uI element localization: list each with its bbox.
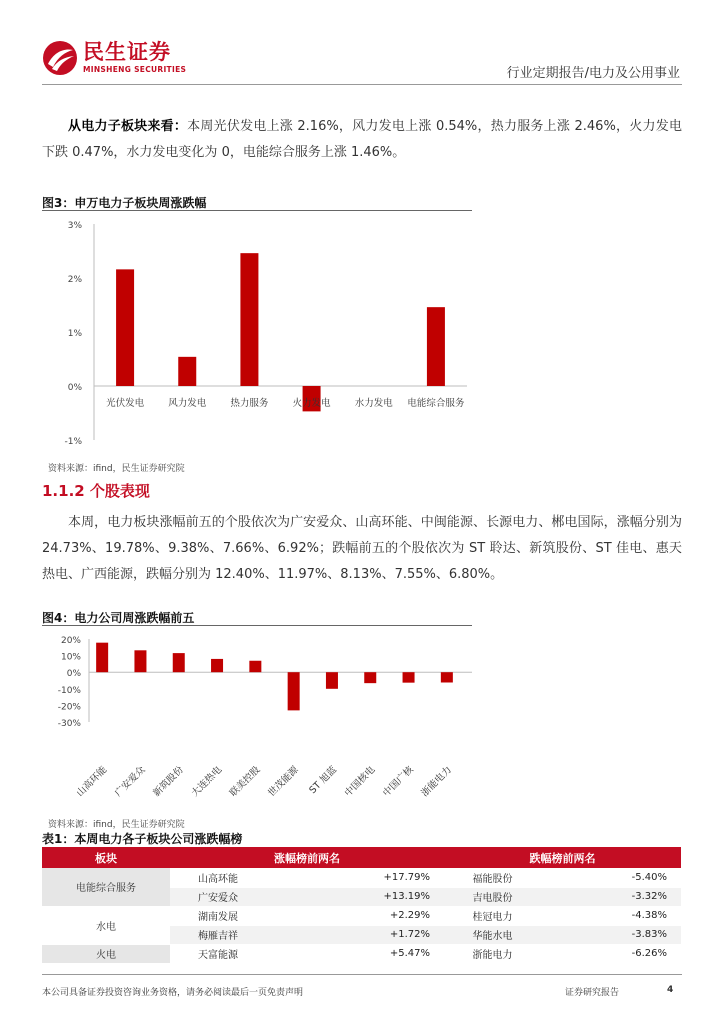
col-header-gainers: 涨幅榜前两名 bbox=[170, 847, 444, 868]
bar bbox=[96, 643, 108, 673]
x-tick-label: 水力发电 bbox=[354, 398, 393, 409]
section-paragraph: 本周，电力板块涨幅前五的个股依次为广安爱众、山高环能、中闽能源、长源电力、郴电国际，涨幅分别为 24.73%、19.78%、9.38%、7.66%、6.92%；跌幅前五的个股依次为 ST 聆达、新筑股份、ST 佳电、惠天热电、广西能源，跌幅分别为 12.40%、11.97%、8.13%、7.55%、6.80%。 bbox=[42, 515, 682, 582]
bar bbox=[178, 357, 196, 386]
bar bbox=[116, 269, 134, 386]
brand-name-cn: 民生证券 bbox=[83, 40, 171, 64]
x-tick-label: 中国核电 bbox=[342, 764, 378, 800]
gainer-name: 梅雁吉祥 bbox=[170, 925, 266, 944]
report-type: 行业定期报告/电力及公用事业 bbox=[506, 66, 680, 81]
y-tick-label: -1% bbox=[64, 437, 82, 447]
gainer-name: 湖南发展 bbox=[170, 906, 266, 925]
bar bbox=[326, 672, 338, 689]
intro-text: 本周光伏发电上涨 2.16%，风力发电上涨 0.54%，热力服务上涨 2.46%，火力发电下跌 0.47%，水力发电变化为 0，电能综合服务上涨 1.46%。 bbox=[42, 119, 682, 160]
bar bbox=[427, 307, 445, 386]
y-tick-label: 1% bbox=[67, 329, 82, 339]
minsheng-logo-icon bbox=[42, 40, 78, 76]
loser-name: 吉电股份 bbox=[444, 887, 541, 906]
brand-name-en: MINSHENG SECURITIES bbox=[83, 65, 187, 74]
x-tick-label: 联美控股 bbox=[227, 764, 263, 800]
bar bbox=[288, 672, 300, 710]
x-tick-label: 风力发电 bbox=[168, 398, 207, 409]
y-tick-label: 20% bbox=[60, 636, 81, 646]
gainer-change: +5.47% bbox=[266, 944, 444, 963]
page-number: 4 bbox=[667, 985, 674, 995]
gainer-change: +13.19% bbox=[266, 887, 444, 906]
y-tick-label: -30% bbox=[57, 719, 81, 729]
table-row bbox=[42, 868, 681, 887]
bar bbox=[249, 661, 261, 672]
y-tick-label: 10% bbox=[60, 652, 81, 663]
x-tick-label: 热力服务 bbox=[230, 398, 269, 409]
loser-change: -6.26% bbox=[541, 944, 681, 963]
sector-cell: 电能综合服务 bbox=[42, 868, 170, 906]
y-tick-label: -20% bbox=[57, 702, 81, 713]
gainer-name: 广安爱众 bbox=[170, 887, 266, 906]
loser-change: -4.38% bbox=[541, 906, 681, 925]
x-tick-label: ST 旭蓝 bbox=[307, 764, 340, 797]
table1-title: 表1：本周电力各子板块公司涨跌幅榜 bbox=[42, 832, 243, 846]
figure3-source: 资料来源：ifind，民生证券研究院 bbox=[48, 464, 185, 474]
loser-change: -5.40% bbox=[541, 868, 681, 887]
y-tick-label: 3% bbox=[67, 221, 82, 231]
gainer-name: 山高环能 bbox=[170, 868, 266, 887]
col-header-sector: 板块 bbox=[42, 847, 170, 868]
x-tick-label: 电能综合服务 bbox=[407, 398, 465, 409]
loser-name: 浙能电力 bbox=[444, 944, 541, 963]
gainer-change: +17.79% bbox=[266, 868, 444, 887]
section-heading: 1.1.2 个股表现 bbox=[42, 482, 150, 500]
y-tick-label: -10% bbox=[57, 685, 81, 696]
x-tick-label: 新筑股份 bbox=[151, 764, 186, 800]
sector-change-chart bbox=[42, 212, 472, 452]
figure4-rule bbox=[42, 625, 472, 626]
x-tick-label: 浙能电力 bbox=[419, 764, 454, 800]
ranking-table bbox=[42, 847, 681, 964]
loser-name: 桂冠电力 bbox=[444, 906, 541, 925]
figure3-title: 图3：申万电力子板块周涨跌幅 bbox=[42, 196, 207, 210]
intro-lead: 从电力子板块来看： bbox=[68, 119, 188, 134]
intro-paragraph bbox=[42, 114, 682, 166]
footer-doc-type: 证券研究报告 bbox=[565, 988, 620, 998]
footer-disclaimer: 本公司具备证券投资咨询业务资格，请务必阅读最后一页免责声明 bbox=[42, 988, 304, 998]
figure4-source: 资料来源：ifind，民生证券研究院 bbox=[48, 820, 185, 830]
header-divider bbox=[42, 84, 682, 85]
gainer-name: 天富能源 bbox=[170, 944, 266, 963]
x-tick-label: 大连热电 bbox=[189, 764, 225, 800]
footer-divider bbox=[42, 974, 682, 975]
y-tick-label: 2% bbox=[67, 275, 82, 285]
loser-change: -3.83% bbox=[541, 925, 681, 944]
x-tick-label: 山高环能 bbox=[74, 764, 110, 800]
sector-cell: 水电 bbox=[42, 906, 170, 944]
gainer-change: +1.72% bbox=[266, 925, 444, 944]
loser-name: 华能水电 bbox=[444, 925, 541, 944]
stock-change-chart bbox=[42, 627, 472, 815]
table-row bbox=[42, 906, 681, 925]
gainer-change: +2.29% bbox=[266, 906, 444, 925]
y-tick-label: 0% bbox=[67, 383, 82, 393]
bar bbox=[134, 650, 146, 672]
x-tick-label: 中国广核 bbox=[381, 764, 416, 800]
x-tick-label: 世茂能源 bbox=[266, 764, 301, 800]
loser-name: 福能股份 bbox=[444, 868, 541, 887]
figure3-rule bbox=[42, 210, 472, 211]
x-tick-label: 火力发电 bbox=[292, 398, 331, 409]
bar bbox=[364, 672, 376, 683]
y-tick-label: 0% bbox=[66, 669, 81, 680]
bar bbox=[403, 672, 415, 682]
x-tick-label: 光伏发电 bbox=[106, 398, 145, 409]
bar bbox=[173, 653, 185, 672]
col-header-losers: 跌幅榜前两名 bbox=[444, 847, 681, 868]
sector-cell: 火电 bbox=[42, 944, 170, 963]
loser-change: -3.32% bbox=[541, 887, 681, 906]
figure4-title: 图4：电力公司周涨跌幅前五 bbox=[42, 611, 195, 625]
bar bbox=[211, 659, 223, 672]
bar bbox=[441, 672, 453, 682]
table-row bbox=[42, 944, 681, 963]
x-tick-label: 广安爱众 bbox=[112, 764, 148, 800]
bar bbox=[240, 253, 258, 386]
